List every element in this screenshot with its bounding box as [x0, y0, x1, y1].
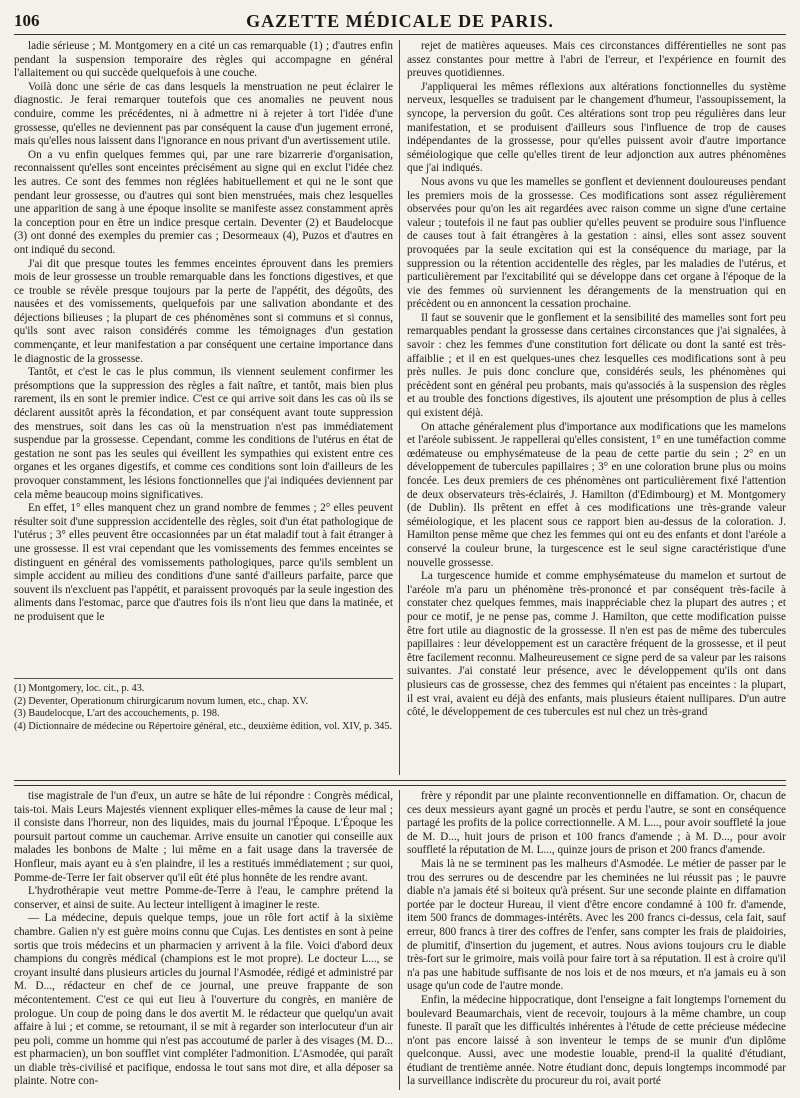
- column-divider: [399, 40, 400, 775]
- column-divider: [399, 790, 400, 1090]
- paragraph: rejet de matières aqueuses. Mais ces circonstances différentielles ne sont pas assez constantes pour mettre à l'abri de l'erreur, et l'expérience en fournit des preuves quotidiennes.: [407, 40, 786, 80]
- page-number: 106: [14, 11, 40, 30]
- paragraph: On a vu enfin quelques femmes qui, par une rare bizarrerie d'organisation, reconnaissent qu'elles sont enceintes précisément au signe qui en exclut l'idée chez les autres. Ce sont des femmes non réglées habituellement et qui ne le sont que pendant leur grossesse, ou d'autres qui sont bien menstruées, mais chez lesquelles une apparition de sang à une époque insolite se manifeste assez constamment après la conception pour en être un indice presque certain. Deventer (2) et Baudelocque (3) ont donné des exemples du premier cas ; Desormeaux (4), Puzos et d'autres en ont indiqué du second.: [14, 148, 393, 256]
- paragraph: tise magistrale de l'un d'eux, un autre se hâte de lui répondre : Congrès médical, tais-toi. Mais Leurs Majestés viennent expliquer elles-mêmes la cause de leur mal ; il consiste dans l'horreur, non des liquides, mais du journal l'Époque. L'Époque les poursuit partout comme un cauchemar. Arrive ensuite un canotier qui conseille aux malades les bonbons de Malte ; lui même en a fait usage dans la traversée de Honfleur, mais ayant eu à s'en plaindre, il les a restitués immédiatement ; sur quoi, Pomme-de-Terre Ier fait observer qu'il eût été plus honnête de les rendre avant.: [14, 790, 393, 884]
- paragraph: ladie sérieuse ; M. Montgomery en a cité un cas remarquable (1) ; d'autres enfin pendant la suspension temporaire des règles qui accompagne en général l'allaitement ou qui succède quelquefois à une couche.: [14, 40, 393, 80]
- footnote: (3) Baudelocque, L'art des accouchements, p. 198.: [14, 708, 220, 720]
- paragraph: Enfin, la médecine hippocratique, dont l'enseigne a fait longtemps l'ornement du boulevard Beaumarchais, vient de recevoir, toujours à la même chambre, un coup funeste. Il paraît que les difficultés inhérentes à l'étude de cette précieuse médecine n'ont pas encore laissé à son inventeur le temps de se munir d'un diplôme quelconque. Aussi, avec une modestie louable, prend-il la qualité d'étudiant, étudiant de trentième année. Notre étudiant donc, depuis longtemps incommodé par la surveillance indiscrète du procureur du roi, avait porté: [407, 993, 786, 1088]
- running-title: GAZETTE MÉDICALE DE PARIS.: [246, 10, 554, 31]
- paragraph: L'hydrothérapie veut mettre Pomme-de-Terre à l'eau, le camphre prétend la conserver, et ainsi de suite. Au lecteur intelligent à imaginer le reste.: [14, 885, 393, 911]
- paragraph: En effet, 1° elles manquent chez un grand nombre de femmes ; 2° elles peuvent résulter soit d'une suppression accidentelle des règles, soit d'un état pathologique de l'utérus ; 3° elles peuvent être occasionnées par un état maladif tout à fait étranger à une grossesse. Il est vrai cependant que les vomissements des femmes enceintes se distinguent en général des vomissements pathologiques, parce qu'ils semblent un simple accident au milieu des conditions d'une santé d'ailleurs parfaite, parce que souvent ils n'excluent pas l'appétit, et paraissent provoqués par la seule ingestion des aliments dans l'estomac, parce que d'autres fois ils n'ont lieu que dans la matinée, et ne produisent que le: [14, 502, 393, 623]
- paragraph: Voilà donc une série de cas dans lesquels la menstruation ne peut éclairer le diagnostic. Je ferai remarquer toutefois que ces anomalies ne peuvent nous conduire, comme les précédentes, ni à admettre ni à rejeter à tort l'idée d'une grossesse, qu'elles ne deviennent pas par conséquent la cause d'un jugement erroné, mais qu'elles nous laissent dans l'ignorance en nous privant d'un avertissement utile.: [14, 80, 393, 148]
- paragraph: On attache généralement plus d'importance aux modifications que les mamelons et l'aréole subissent. Je rappellerai qu'elles consistent, 1° en une tuméfaction comme œdémateuse ou emphysémateuse de la peau de cette partie du sein ; 2° en un développement de tubercules papillaires ; 3° en une coloration brune plus ou moins foncée. Les deux premiers de ces phénomènes ont particulièrement fixé l'attention de deux observateurs très-éclairés, J. Hamilton (d'Edimbourg) et M. Montgomery (de Dublin). Ils prêtent en effet à ces modifications une très-grande valeur séméiologique, et les placent sous ce rapport bien au-dessus de la coloration. J. Hamilton pense même que chez les femmes qui ont eu des enfants et dont l'aréole a conservé la couleur brune, la turgescence est le seul signe caractéristique d'une nouvelle grossesse.: [407, 420, 786, 569]
- footnote: (1) Montgomery, loc. cit., p. 43.: [14, 683, 145, 694]
- feuilleton-divider: [14, 780, 786, 786]
- paragraph: Tantôt, et c'est le cas le plus commun, ils viennent seulement confirmer les présomptions que la suppression des règles a fait naître, et tantôt, mais bien plus rarement, ils en sont le premier indice. C'est ce qui arrive soit dans les cas où ils se déclarent aussitôt après la fécondation, et par conséquent avant toute suppression des menstrues, soit dans les cas où la menstruation n'est pas immédiatement suspendue par la grossesse. Cependant, comme les conditions de l'utérus en état de gestation ne sont pas les seules qui éveillent les sympathies qui existent entre ces organes et les organes digestifs, et comme ces conditions sont loin d'ailleurs de les provoquer constamment, les lésions fonctionnelles que j'ai indiquées deviennent par cela même beaucoup moins significatives.: [14, 366, 393, 501]
- feuilleton-right-column: [407, 790, 786, 1090]
- footnote: (2) Deventer, Operationum chirurgicarum novum lumen, etc., chap. XV.: [14, 695, 308, 707]
- footnote: (4) Dictionnaire de médecine ou Répertoire général, etc., deuxième édition, vol. XIV, p. 345.: [14, 720, 393, 732]
- paragraph: J'appliquerai les mêmes réflexions aux altérations fonctionnelles du système nerveux, lesquelles se traduisent par le changement d'humeur, l'assoupissement, la syncope, la perversion du goût. Ces altérations sont trop peu régulières dans leur manifestation, et se produisent d'ailleurs sous l'influence de trop de causes indépendantes de la grossesse, pour qu'elles puissent avoir d'autre importance séméiologique que celle qu'elles tirent de leur adjonction aux autres phénomènes que j'ai indiqués.: [407, 80, 786, 175]
- paragraph: La turgescence humide et comme emphysémateuse du mamelon et surtout de l'aréole m'a paru un phénomène très-prononcé et par conséquent très-facile à constater chez quelques femmes, mais inappréciable chez la plupart des autres ; et pour ce motif, je ne pense pas, comme J. Hamilton, que cette modification puisse être fort utile au diagnostic de la grossesse. Il n'en est pas de même des tubercules papillaires : leur développement est un caractère fréquent de la grossesse, et il peut être facilement reconnu. Malheureusement ce signe perd de sa valeur par les raisons suivantes. J'ai constaté leur présence, avec le développement qu'ils ont dans plusieurs cas de grossesse, chez des femmes qui n'étaient pas enceintes : la plupart, il est vrai, avaient eu déjà des enfants, mais plusieurs étaient nullipares. D'un autre côté, le développement de ces tubercules est nul chez un très-grand: [407, 570, 786, 719]
- page-header: [14, 8, 786, 35]
- paragraph: — La médecine, depuis quelque temps, joue un rôle fort actif à la sixième chambre. Galien n'y est guère moins connu que Cujas. Les dentistes en sont à peine sortis que trois médecins et un pharmacien y arrivent à la file. Voici d'abord deux champions du congrès médical (champions est le mot propre). Le docteur L..., se croyant insulté dans plusieurs articles du journal l'Asmodée, rédigé et administré par M. D..., rédacteur en chef de ce journal, une preuve frappante de son mécontentement. C'est ce qui eut lieu à l'ouverture du congrès, en manière de prologue. Un coup de poing dans le dos avertit M. le rédacteur que quelqu'un avait affaire à lui ; et comme, se retournant, il se mit à regarder son interlocuteur d'un air peu poli, comme un homme qui n'est pas accoutumé de parler à des visages (M. D... est pharmacien), un bon soufflet vint compléter l'admonition. L'Asmodée, qui paraît un diable très-civilisé et pacifique, endossa le tout sans mot dire, et alla déposer sa plainte. Notre con-: [14, 912, 393, 1088]
- paragraph: frère y répondit par une plainte reconventionnelle en diffamation. Or, chacun de ces deux messieurs ayant gagné un procès et perdu l'autre, se sont en conséquence partagé les profits de la police correctionnelle. A M. L..., pour avoir souffleté la joue de M. D..., huit jours de prison et 100 francs d'amende ; à M. D..., pour avoir souffleté la réputation de M. L..., quinze jours de prison et 200 francs d'amende.: [407, 790, 786, 857]
- paragraph: Nous avons vu que les mamelles se gonflent et deviennent douloureuses pendant les premiers mois de la grossesse. Ces modifications sont assez régulièrement observées pour qu'on les ait regardées avec raison comme un signe d'une certaine valeur ; toutefois il ne faut pas oublier qu'elles peuvent se produire sous l'influence de causes tout à fait étrangères à la gestation : ainsi, elles sont assez souvent provoquées par la seule excitation qui est la conséquence du mariage, par la suppression ou la rétention accidentelle des règles, par les maladies de l'utérus, et particulièrement par l'excitabilité qui se développe dans cet organe à l'époque de la vie des femmes où surviennent les dérangements de la menstruation qui en précèdent ou en annoncent la cessation prochaine.: [407, 175, 786, 311]
- top-left-column: [14, 40, 393, 672]
- paragraph: Il faut se souvenir que le gonflement et la sensibilité des mamelles sont fort peu remarquables pendant la grossesse dans certaines circonstances que j'ai signalées, à savoir : chez les femmes d'une constitution fort délicate ou dont la santé est très-affaiblie ; et il en est quelques-unes chez lesquelles ces modifications sont à peu près nulles. Je puis donc conclure que, considérés seuls, les phénomènes qui précèdent sont en général peu probants, mais qu'associés à la suspension des règles et au trouble des fonctions digestives, ils ajoutent une présomption de plus à celles qui existent déjà.: [407, 311, 786, 420]
- paragraph: Mais là ne se terminent pas les malheurs d'Asmodée. Le métier de passer par le trou des serrures ou de descendre par les cheminées ne lui réussit pas ; le pauvre diable n'a jamais été si boiteux qu'à présent. Sur une seconde plainte en diffamation portée par le docteur Hureau, il vient d'être encore condamné à 100 fr. d'amende, item 500 francs de dommages-intérêts. Avec les 200 francs ci-dessus, cela fait, sauf erreur, 800 francs à tirer des coffres de l'enfer, sans compter les frais de plaidoiries, de plumitif, d'insertion du jugement, et autres. Nous avions toujours cru le diable très-fort sur le grimoire, mais voilà pour faire tort à sa réputation. Il est à croire qu'il n'a pas une habitude suffisante de nos lois et de nos mœurs, et n'a jamais eu à son usage qu'un code de l'autre monde.: [407, 857, 786, 993]
- footnotes: [14, 678, 393, 774]
- feuilleton-left-column: [14, 790, 393, 1090]
- paragraph: J'ai dit que presque toutes les femmes enceintes éprouvent dans les premiers mois de leur grossesse un trouble remarquable dans les fonctions digestives, et que ce trouble se révèle presque toujours par la perte de l'appétit, des dégoûts, des nausées et des vomissements, quelquefois par une salivation abondante et des déjections bilieuses ; la plupart de ces phénomènes sont si communs et si connus, qu'ils sont avec raison considérés comme les témoignages d'un gestation commençante, et leur manifestation a par conséquent une certaine importance dans le diagnostic de la grossesse.: [14, 257, 393, 365]
- top-right-column: [407, 40, 786, 775]
